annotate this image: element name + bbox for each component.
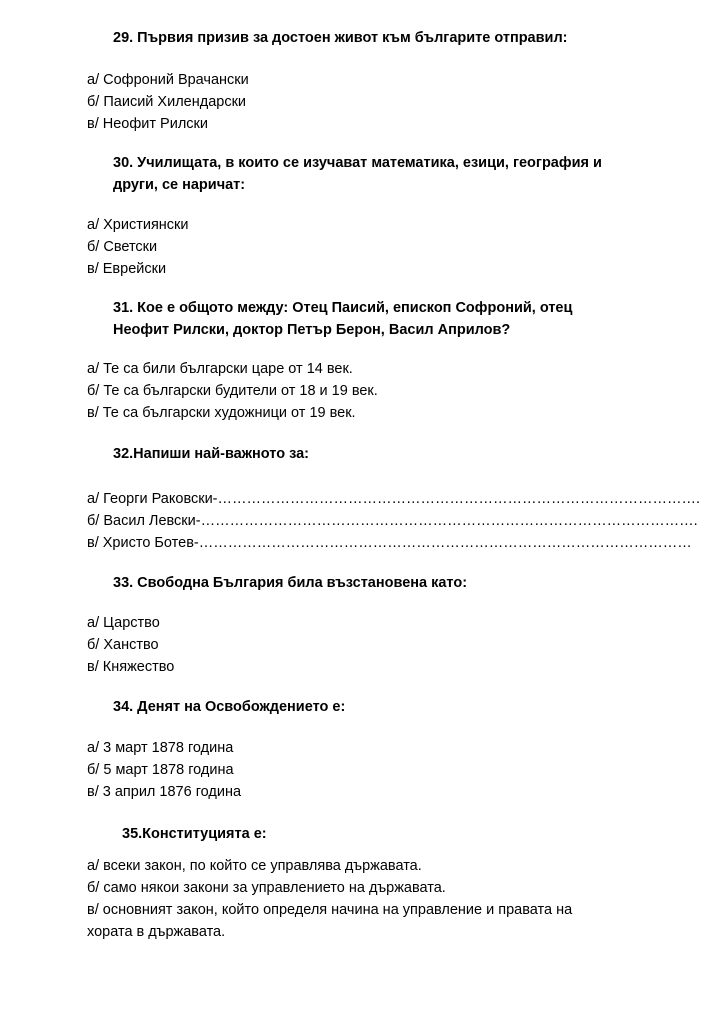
answer-a: а/ Те са били български царе от 14 век. [87,361,353,377]
question-31-title [113,297,673,341]
question-30-answers [87,214,687,280]
question-33-title-line: 33. Свободна България била възстановена като: [113,575,468,591]
answer-b: б/ Паисий Хилендарски [87,94,247,110]
question-35-title [122,823,682,845]
answer-a: а/ всеки закон, по който се управлява държавата. [87,858,422,874]
question-30-title-line-2: други, се наричат: [113,177,246,193]
answer-a: а/ Царство [87,615,160,631]
question-34-title-line: 34. Денят на Освобождението е: [113,699,346,715]
question-33-title [113,572,673,594]
question-33-answers [87,612,687,678]
question-32-answers [87,488,701,554]
answer-b: б/ 5 март 1878 година [87,762,234,778]
question-32-title [113,443,673,465]
question-29-title [113,27,673,49]
question-31-title-line-1: 31. Кое е общото между: Отец Паисий, епископ Софроний, отец [113,300,573,316]
answer-c: в/ Христо Ботев-………………………………………………………………………………………… [87,535,692,551]
question-30-title [113,152,673,196]
answer-b: б/ Васил Левски-…………………………………………………………………………………………. [87,513,698,529]
answer-b: б/ Ханство [87,637,159,653]
question-31-title-line-2: Неофит Рилски, доктор Петър Берон, Васил Априлов? [113,322,511,338]
answer-a: а/ Християнски [87,217,189,233]
answer-c: в/ 3 април 1876 година [87,784,242,800]
answer-a: а/ Софроний Врачански [87,72,249,88]
question-31-answers [87,358,687,424]
question-29-answers [87,69,687,135]
answer-c: в/ Княжество [87,659,175,675]
question-34-title [113,696,673,718]
question-35-title-line: 35.Конституцията е: [122,826,267,842]
answer-c: в/ основният закон, който определя начина на управление и правата на [87,902,573,918]
question-34-answers [87,737,687,803]
answer-b: б/ Светски [87,239,158,255]
question-29-title-line: 29. Първия призив за достоен живот към българите отправил: [113,30,568,46]
answer-c: в/ Неофит Рилски [87,116,208,132]
answer-c-continued: хората в държавата. [87,924,226,940]
answer-a: а/ 3 март 1878 година [87,740,234,756]
question-30-title-line-1: 30. Училищата, в които се изучават математика, езици, география и [113,155,602,171]
answer-a: а/ Георги Раковски-………………………………………………………………………………………. [87,491,701,507]
answer-c: в/ Те са български художници от 19 век. [87,405,356,421]
answer-b: б/ само някои закони за управлението на държавата. [87,880,446,896]
answer-b: б/ Те са български будители от 18 и 19 век. [87,383,378,399]
question-32-title-line: 32.Напиши най-важното за: [113,446,309,462]
answer-c: в/ Еврейски [87,261,167,277]
question-35-answers [87,855,687,943]
